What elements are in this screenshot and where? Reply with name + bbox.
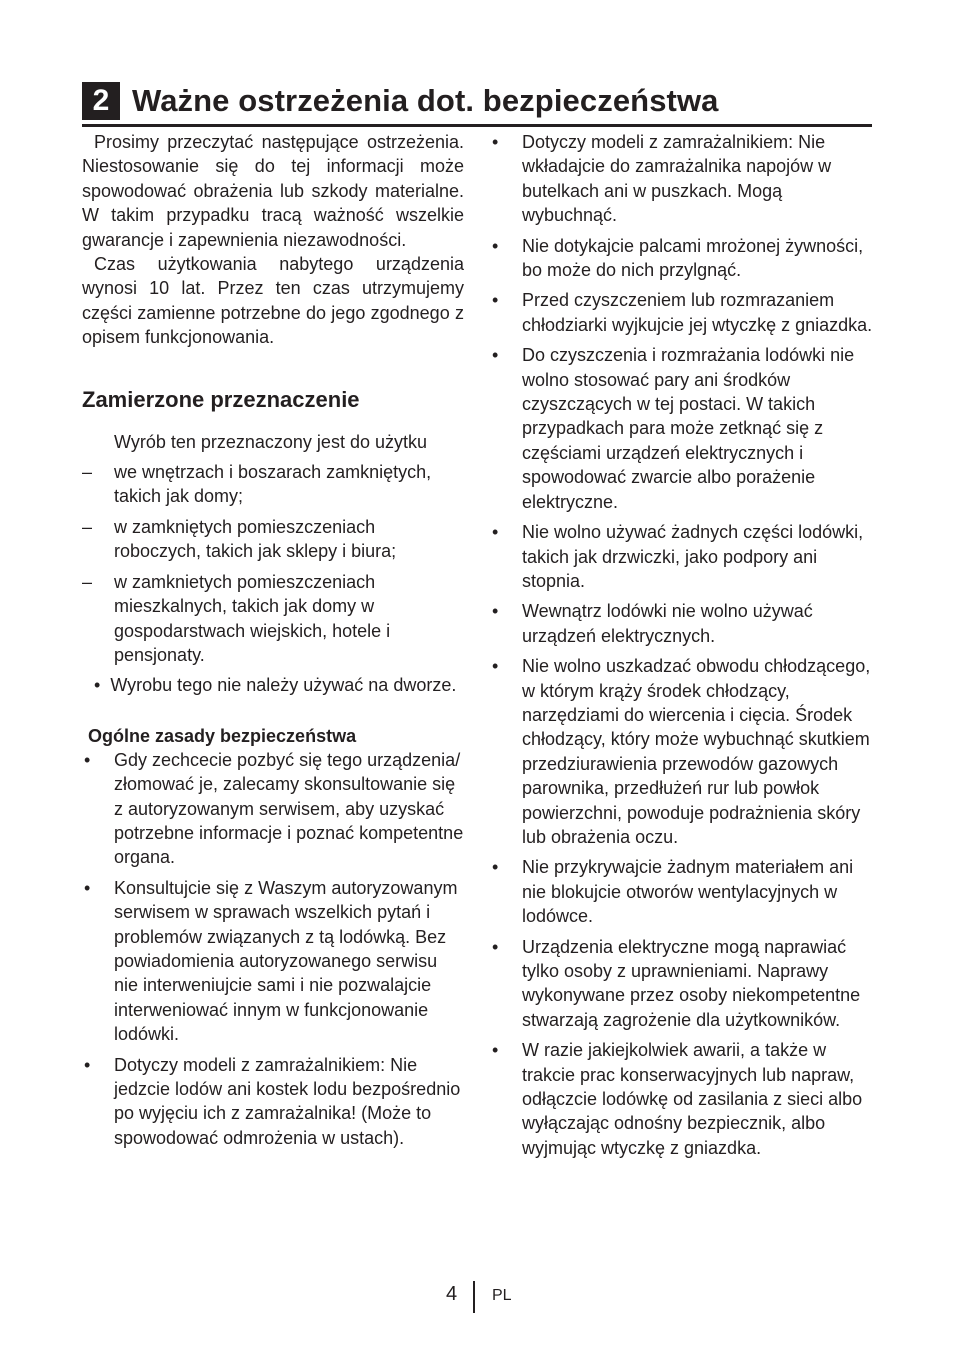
list-item: – we wnętrzach i boszarach zamkniętych, takich jak domy;	[82, 462, 432, 507]
dash-marker: –	[82, 516, 93, 537]
general-safety-list-right	[490, 130, 874, 1160]
dash-marker: –	[82, 571, 93, 592]
list-item: • Gdy zechcecie pozbyć się tego urządzenia/ złomować je, zalecamy skonsultowanie się z autoryzowanym serwisem, aby uzyskać potrzebne informacje i poznać kompetentne organa.	[84, 749, 464, 868]
language-code: PL	[492, 1287, 512, 1304]
general-safety-list-left	[82, 748, 464, 1151]
bullet-marker: •	[492, 345, 499, 366]
dash-marker: –	[82, 462, 93, 483]
outdoor-note: • Wyrobu tego nie należy używać na dworze.	[94, 675, 457, 696]
bullet-marker: •	[84, 1054, 91, 1075]
bullet-marker: •	[94, 675, 101, 696]
list-item: – w zamkniętych pomieszczeniach roboczych, takich jak sklepy i biura;	[82, 516, 397, 562]
bullet-marker: •	[492, 656, 499, 677]
list-item: • Wewnątrz lodówki nie wolno używać urządzeń elektrycznych.	[492, 601, 813, 646]
intended-use-lead: Wyrób ten przeznaczony jest do użytku	[114, 431, 427, 452]
section-header	[82, 80, 872, 127]
list-item: • W razie jakiejkolwiek awarii, a także w trakcie prac konserwacyjnych lub napraw, odłączcie lodówkę od zasilania z sieci albo wyłączając odnośny bezpiecznik, albo wyjmując wtyczkę z gniazdka.	[492, 1040, 863, 1158]
intro-paragraph-2: Czas użytkowania nabytego urządzenia wynosi 10 lat. Przez ten czas utrzymujemy części zamienne potrzebne do jego zgodnego z opisem funkcjonowania.	[82, 254, 464, 348]
bullet-marker: •	[492, 522, 499, 543]
list-item: • Konsultujcie się z Waszym autoryzowanym serwisem w sprawach wszelkich pytań i problemów związanych z tą lodówką. Bez powiadomienia autoryzowanego serwisu nie interweniujcie sami i nie pozwalajcie interweniować innym w funkcjonowanie lodówki.	[84, 877, 458, 1045]
list-item: • Dotyczy modeli z zamrażalnikiem: Nie wkładajcie do zamrażalnika napojów w butelkach ani w puszkach. Mogą wybuchnąć.	[492, 132, 832, 226]
bullet-marker: •	[492, 235, 499, 256]
bullet-marker: •	[492, 601, 499, 622]
list-item: • Nie wolno uszkadzać obwodu chłodzącego, w którym krąży środek chłodzący, narzędziami do wiercenia i cięcia. Środek chłodzący, który może wybuchnąć skutkiem przedziurawienia przewodów gazowych parownika, przedłużeń rur lub powłok powierzchni, powoduje podrażnienia skóry lub obrażenia oczu.	[492, 656, 871, 847]
list-item: • Nie wolno używać żadnych części lodówki, takich jak drzwiczki, jako podpory ani stopnia.	[492, 522, 864, 591]
intro-paragraph-1: Prosimy przeczytać następujące ostrzeżenia. Niestosowanie się do tej informacji może spowodować obrażenia lub szkody materialne. W takim przypadku tracą ważność wszelkie gwarancje i zapewnienia niezawodności.	[82, 132, 464, 250]
section-title: Ważne ostrzeżenia dot. bezpieczeństwa	[132, 83, 719, 118]
bullet-marker: •	[492, 1040, 499, 1061]
list-item: • Przed czyszczeniem lub rozmrazaniem chłodziarki wyjkujcie jej wtyczkę z gniazdka.	[492, 290, 873, 335]
section-number: 2	[82, 82, 120, 120]
bullet-marker: •	[84, 749, 91, 770]
bullet-marker: •	[84, 877, 91, 898]
list-item: • Do czyszczenia i rozmrażania lodówki nie wolno stosować pary ani środków czyszczących w tej postaci. W takich przypadkach para może zetknąć się z częściami urządzeń elektrycznych i spowodować zwarcie albo porażenie elektryczne.	[492, 345, 855, 512]
intended-use-heading: Zamierzone przeznaczenie	[82, 386, 360, 412]
bullet-marker: •	[492, 132, 499, 152]
bullet-marker: •	[492, 857, 499, 878]
page-number: 4	[446, 1283, 458, 1305]
intended-use-list	[82, 460, 464, 667]
general-safety-heading: Ogólne zasady bezpieczeństwa	[88, 725, 357, 746]
bullet-marker: •	[492, 290, 499, 311]
footer-divider	[473, 1281, 475, 1313]
right-column	[490, 130, 874, 1160]
list-item: – w zamknietych pomieszczeniach mieszkalnych, takich jak domy w gospodarstwach wiejskich, hotele i pensjonaty.	[82, 571, 391, 665]
list-item: • Nie przykrywajcie żadnym materiałem ani nie blokujcie otworów wentylacyjnych w lodówce.	[492, 857, 854, 927]
list-item: • Nie dotykajcie palcami mrożonej żywności, bo może do nich przylgnąć.	[492, 235, 864, 281]
list-item: • Urządzenia elektryczne mogą naprawiać tylko osoby z uprawnieniami. Naprawy wykonywane przez osoby niekompetentne stwarzają zagrożenie dla użytkowników.	[492, 936, 861, 1030]
list-item: • Dotyczy modeli z zamrażalnikiem: Nie jedzcie lodów ani kostek lodu bezpośrednio po wyjęciu ich z zamrażalnika! (Może to spowodować odmrożenia w ustach).	[84, 1054, 461, 1148]
bullet-marker: •	[492, 936, 499, 957]
left-column	[82, 130, 464, 1150]
